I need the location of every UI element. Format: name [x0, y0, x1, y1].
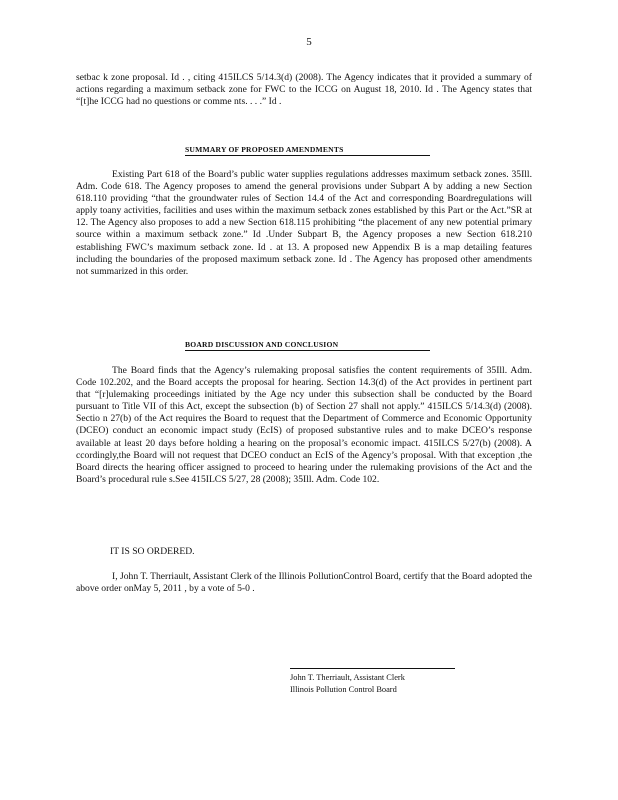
discussion-paragraph: The Board finds that the Agency’s rulemaking proposal satisfies the content requirements of 35Ill. Adm. Code 102.202, and the Board accepts the proposal for hearing. Section 14.3(d) of the Act provides in pertinent part that “[r]ulemaking proceedings initiated by the Age ncy under this subsection shall be conducted by the Board pursuant to Title VII of this Act, except the subsection (b) of Section 27 shall not apply.” 415ILCS 5/14.3(d) (2008). Sectio n 27(b) of the Act requires the Board to request that the Department of Commerce and Economic Opportunity (DCEO) conduct an economic impact study (EcIS) of proposed substantive rules and to make DCEO’s response available at least 20 days before holding a hearing on the proposal’s economic impact. 415ILCS 5/27(b) (2008). A ccordingly,the Board will not request that DCEO conduct an EcIS of the Agency’s proposal. With that exception ,the Board directs the hearing officer assigned to proceed to hearing under the rulemaking provisions of the Act and the Board’s procedural rule s.See 415ILCS 5/27, 28 (2008); 35Ill. Adm. Code 102. — [76, 365, 532, 485]
summary-paragraph: Existing Part 618 of the Board’s public water supplies regulations addresses maximum setback zones. 35Ill. Adm. Code 618. The Agency proposes to amend the general provisions under Subpart A by adding a new Section 618.110 providing “that the groundwater rules of Section 14.4 of the Act and corresponding Boardregulations will apply toany activities, facilities and uses within the maximum setback zones established by this Part or the Act.”SR at 12. The Agency also proposes to add a new Section 618.115 prohibiting “the placement of any new potential primary source within a maximum setback zone.” Id .Under Subpart B, the Agency proposes a new Section 618.210 establishing FWC’s maximum setback zone. Id . at 13. A proposed new Appendix B is a map detailing features including the boundaries of the proposed maximum setback zone. Id . The Agency has proposed other amendments not summarized in this order. — [76, 169, 532, 277]
signature-board: Illinois Pollution Control Board — [290, 685, 397, 694]
signature-line — [290, 668, 455, 669]
intro-paragraph: setbac k zone proposal. Id . , citing 415ILCS 5/14.3(d) (2008). The Agency indicates that it provided a summary of actions regarding a maximum setback zone for FWC to the ICCG on August 18, 2010. Id . The Agency states that “[t]he ICCG had no questions or comme nts. . . .” Id . — [76, 72, 532, 108]
page-number: 5 — [306, 36, 312, 48]
summary-heading: SUMMARY OF PROPOSED AMENDMENTS — [185, 145, 430, 156]
signature-name: John T. Therriault, Assistant Clerk — [290, 673, 405, 682]
ordered-statement: IT IS SO ORDERED. — [110, 546, 195, 557]
discussion-heading: BOARD DISCUSSION AND CONCLUSION — [185, 340, 430, 351]
certification-paragraph: I, John T. Therriault, Assistant Clerk of the Illinois PollutionControl Board, certify that the Board adopted the above order onMay 5, 2011 , by a vote of 5-0 . — [76, 571, 532, 595]
